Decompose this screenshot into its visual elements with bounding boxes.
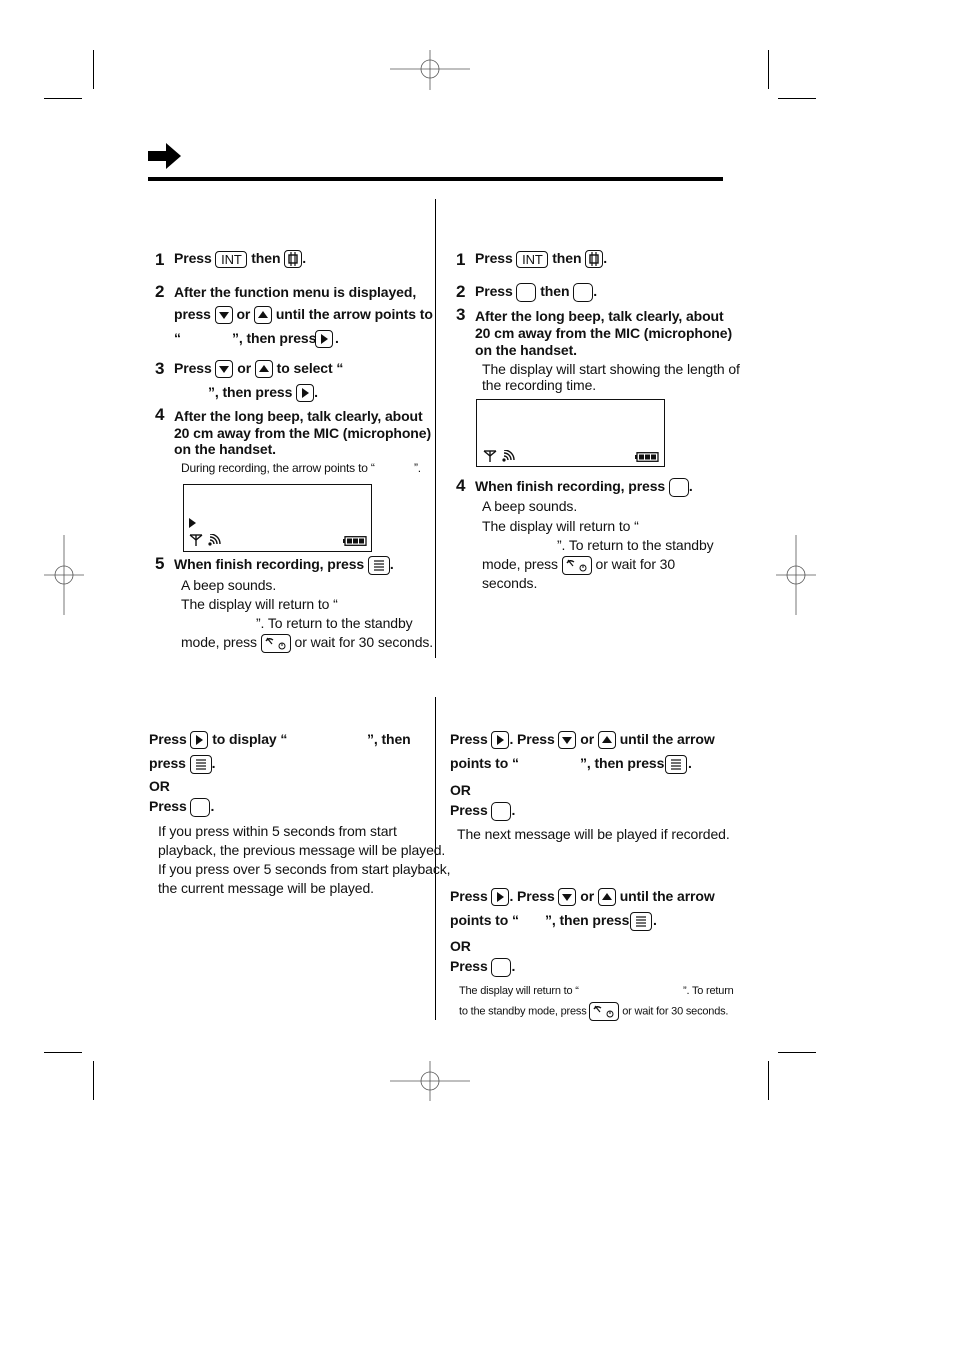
stop-note1 (459, 984, 734, 999)
label: . Press (509, 888, 555, 904)
label: Press (450, 802, 488, 819)
stop-or: OR (450, 938, 471, 954)
int-key: INT (516, 251, 548, 268)
label: press (174, 306, 211, 322)
r-step-4-l2: The display will return to “ (482, 518, 639, 534)
label: . (314, 384, 318, 400)
label: to the standby mode, press (459, 1005, 587, 1018)
crop-mark (44, 1052, 82, 1053)
label: . (302, 250, 306, 266)
up-arrow-icon (598, 731, 616, 749)
replay-note2: playback, the previous message will be played. (158, 842, 446, 858)
menu-key-icon (190, 755, 212, 774)
step-5-l3: ”. To return to the standby (256, 615, 413, 631)
step-number: 2 (155, 282, 165, 301)
blank-key-icon (669, 478, 689, 497)
label: or (237, 360, 252, 376)
label: or (580, 731, 595, 747)
down-arrow-icon (215, 360, 233, 378)
antenna-icon (189, 534, 203, 546)
crop-mark (768, 1061, 769, 1100)
skip-or: OR (450, 782, 471, 798)
label: . (653, 912, 657, 928)
handset-display (476, 399, 665, 467)
skip-line1 (450, 731, 715, 749)
blank-key-icon (573, 283, 593, 302)
label: . (511, 958, 516, 975)
label: until the arrow (619, 731, 715, 747)
step-5-l2: The display will return to “ (181, 596, 338, 612)
r-step-3-line3: on the handset. (475, 342, 577, 358)
label: ”, then (367, 731, 411, 747)
header-rule (148, 177, 723, 181)
blank-key-icon (491, 802, 511, 821)
label: Press (450, 958, 488, 975)
play-right-icon (296, 384, 314, 402)
right-arrow-icon (148, 143, 181, 169)
crop-mark (93, 1061, 94, 1100)
int-key: INT (215, 251, 247, 268)
signal-icon (208, 534, 222, 546)
handset-display (183, 484, 372, 552)
label: When finish recording, press (174, 556, 365, 573)
stop-line3 (450, 958, 515, 977)
label: or wait for 30 (595, 556, 676, 573)
blank-key-icon (516, 283, 536, 302)
step-3-line2 (208, 384, 318, 402)
label: to display “ (212, 731, 288, 747)
label: . (335, 330, 339, 346)
play-right-icon (491, 731, 509, 749)
skip-note: The next message will be played if recorded. (457, 826, 730, 842)
label: . Press (509, 731, 555, 747)
label: . (210, 798, 215, 815)
label: . (389, 556, 394, 573)
label: or (236, 306, 251, 322)
step-number: 1 (155, 250, 165, 269)
down-arrow-icon (558, 731, 576, 749)
step-number: 5 (155, 554, 165, 573)
stop-line2 (450, 912, 657, 929)
stop-note2 (459, 1002, 728, 1021)
off-key-icon (562, 556, 592, 575)
r-step-3-line2: 20 cm away from the MIC (microphone) (475, 325, 733, 341)
skip-line3 (450, 802, 515, 821)
step-5-l1: A beep sounds. (181, 577, 277, 593)
label: mode, press (482, 556, 558, 573)
battery-icon (635, 452, 659, 462)
replay-line3 (149, 798, 214, 817)
step-number: 3 (456, 305, 466, 324)
play-right-icon (190, 731, 208, 749)
down-arrow-icon (558, 888, 576, 906)
label: then (540, 283, 570, 300)
crop-mark (44, 98, 82, 99)
step-3-line1 (174, 360, 343, 378)
menu-key-icon (368, 556, 390, 575)
off-key-icon (589, 1002, 619, 1021)
up-arrow-icon (254, 306, 272, 324)
step-5-line1 (174, 556, 394, 575)
blank-key-icon (491, 958, 511, 977)
label: to select “ (276, 360, 344, 376)
step-2-line2 (174, 306, 433, 324)
crop-mark (768, 50, 769, 89)
pointer-arrow-icon (189, 518, 197, 528)
blank-key-icon (190, 798, 210, 817)
label: The display will return to “ (459, 985, 579, 997)
registration-mark-icon (390, 50, 470, 90)
label: ”, then press (545, 912, 630, 928)
r-step-2-text (475, 283, 597, 302)
step-4-line3: on the handset. (174, 441, 276, 457)
antenna-icon (483, 450, 497, 462)
step-5-l4 (181, 634, 433, 653)
column-divider (435, 199, 436, 658)
skip-line2 (450, 755, 692, 772)
label: points to “ (450, 912, 519, 928)
r-step-3-note1: The display will start showing the length of (482, 361, 740, 377)
label: . (593, 283, 597, 300)
r-step-4-l6: seconds. (482, 575, 538, 591)
up-arrow-icon (598, 888, 616, 906)
label: Press (149, 798, 187, 815)
step-number: 1 (456, 250, 466, 269)
replay-note4: the current message will be played. (158, 880, 374, 896)
r-step-1-text (475, 250, 607, 268)
signal-icon (502, 450, 516, 462)
crop-mark (778, 1052, 816, 1053)
r-step-4-line1 (475, 478, 693, 497)
r-step-4-l3: ”. To return to the standby (557, 537, 714, 553)
label: Press (174, 360, 212, 376)
label: ”, then press (208, 384, 293, 400)
replay-or: OR (149, 778, 170, 794)
label: until the arrow points to (275, 306, 433, 322)
menu-key-icon (630, 912, 652, 931)
step-2-line3 (174, 330, 339, 347)
label: . (511, 802, 516, 819)
label: mode, press (181, 634, 257, 651)
stop-line1 (450, 888, 715, 906)
label: . (211, 755, 216, 772)
label: points to “ (450, 755, 519, 771)
play-right-icon (315, 330, 333, 348)
label: Press (149, 731, 187, 747)
label: or wait for 30 seconds. (294, 634, 434, 651)
replay-line1 (149, 731, 411, 749)
label: then (552, 250, 582, 266)
replay-line2 (149, 755, 215, 774)
r-step-4-l1: A beep sounds. (482, 498, 578, 514)
label: until the arrow (619, 888, 715, 904)
replay-note1: If you press within 5 seconds from start (158, 823, 397, 839)
down-arrow-icon (215, 306, 233, 324)
replay-note3: If you press over 5 seconds from start playback, (158, 861, 451, 877)
label: During recording, the arrow points to “ (181, 461, 375, 475)
step-number: 2 (456, 282, 466, 301)
r-step-3-note2: the recording time. (482, 377, 597, 393)
label: ”, then press (580, 755, 665, 771)
label: ”, then press (232, 330, 317, 346)
label: ”. (414, 461, 421, 475)
label: “ (174, 330, 181, 346)
label: . (603, 250, 607, 266)
r-step-4-l4 (482, 556, 675, 575)
label: then (251, 250, 281, 266)
step-number: 4 (456, 476, 466, 495)
label: . (688, 478, 693, 495)
label: When finish recording, press (475, 478, 666, 495)
step-4-line2: 20 cm away from the MIC (microphone) (174, 425, 432, 441)
label: . (688, 755, 692, 771)
step-1-text (174, 250, 306, 268)
label: Press (475, 283, 513, 300)
step-2-line1: After the function menu is displayed, (174, 284, 417, 300)
label: press (149, 755, 186, 772)
registration-mark-icon (44, 535, 84, 615)
up-arrow-icon (255, 360, 273, 378)
registration-mark-icon (390, 1061, 470, 1101)
step-4-note (181, 461, 421, 476)
step-4-line1: After the long beep, talk clearly, about (174, 408, 423, 424)
label: ”. To return (683, 985, 734, 997)
label: Press (450, 888, 488, 904)
registration-mark-icon (776, 535, 816, 615)
label: Press (174, 250, 212, 266)
crop-mark (93, 50, 94, 89)
r-step-3-line1: After the long beep, talk clearly, about (475, 308, 724, 324)
hold-key-icon (284, 250, 302, 268)
crop-mark (778, 98, 816, 99)
label: or (580, 888, 595, 904)
label: Press (475, 250, 513, 266)
hold-key-icon (585, 250, 603, 268)
battery-icon (343, 536, 367, 546)
menu-key-icon (665, 755, 687, 774)
off-key-icon (261, 634, 291, 653)
label: Press (450, 731, 488, 747)
label: or wait for 30 seconds. (622, 1005, 729, 1018)
step-number: 4 (155, 405, 165, 424)
play-right-icon (491, 888, 509, 906)
step-number: 3 (155, 359, 165, 378)
